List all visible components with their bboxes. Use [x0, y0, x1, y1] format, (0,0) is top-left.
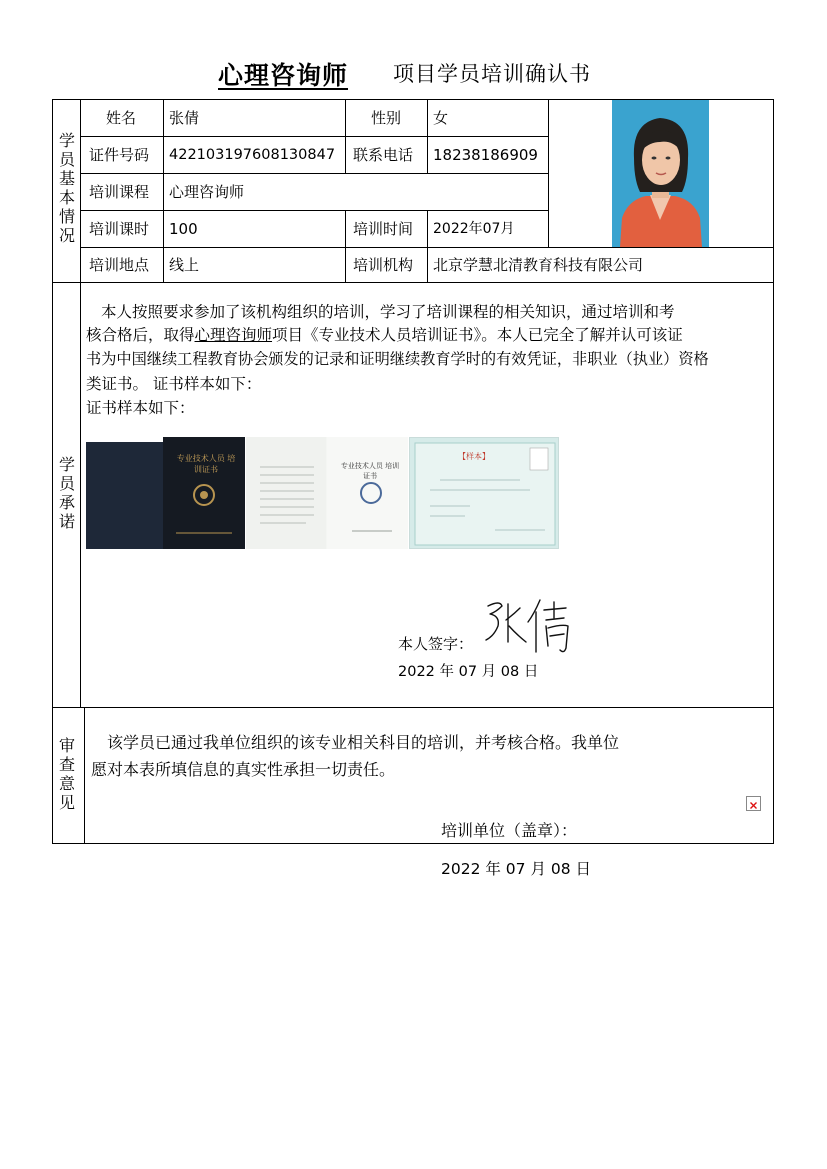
sign-label: 本人签字： — [398, 635, 474, 653]
review-line-2: 愿对本表所填信息的真实性承担一切责任。 — [91, 760, 396, 779]
phone-value: 18238186909 — [433, 146, 538, 164]
review-line-1: 该学员已通过我单位组织的该专业相关科目的培训，并考核合格。我单位 — [107, 733, 620, 752]
course-label: 培训课程 — [89, 183, 150, 201]
name-value: 张倩 — [169, 109, 200, 127]
section-label-basic: 学员基本情况 — [58, 131, 75, 245]
training-unit-stamp-label: 培训单位（盖章）： — [441, 821, 578, 840]
promise-date: 2022 年 07 月 08 日 — [398, 664, 539, 680]
place-label: 培训地点 — [89, 256, 150, 274]
promise-line-1: 本人按照要求参加了该机构组织的培训，学习了培训课程的相关知识，通过培训和考 — [101, 303, 675, 321]
document-title-sub: 项目学员培训确认书 — [393, 62, 591, 86]
phone-label: 联系电话 — [353, 146, 414, 164]
org-label: 培训机构 — [353, 256, 414, 274]
hours-value: 100 — [169, 220, 198, 238]
name-label: 姓名 — [106, 109, 137, 127]
promise-line-2: 核合格后，取得心理咨询师项目《专业技术人员培训证书》。本人已完全了解并认可该证 — [86, 326, 683, 344]
id-value: 422103197608130847 — [169, 147, 336, 163]
id-label: 证件号码 — [89, 146, 150, 164]
handwritten-signature — [482, 596, 582, 656]
student-photo — [612, 100, 709, 247]
section-label-promise: 学员承诺 — [58, 455, 75, 531]
time-label: 培训时间 — [353, 220, 414, 238]
place-value: 线上 — [169, 256, 200, 274]
document-title-course: 心理咨询师 — [218, 61, 349, 90]
course-value: 心理咨询师 — [169, 183, 245, 201]
time-value: 2022年07月 — [433, 221, 515, 237]
promise-line-3: 书为中国继续工程教育协会颁发的记录和证明继续教育学时的有效凭证，非职业（执业）资格 — [86, 350, 709, 368]
promise-course: 心理咨询师 — [194, 326, 273, 344]
gender-value: 女 — [433, 109, 449, 127]
promise-line-5: 证书样本如下： — [86, 399, 195, 417]
gender-label: 性别 — [371, 109, 402, 127]
certificate-sample-image: 【样本】 — [409, 437, 559, 549]
promise-line-4: 类证书。 证书样本如下： — [86, 375, 262, 393]
org-value: 北京学慧北清教育科技有限公司 — [433, 256, 644, 274]
review-date: 2022 年 07 月 08 日 — [441, 860, 592, 878]
certificate-cover-image: 专业技术人员 培训证书 — [86, 437, 246, 549]
broken-image-icon — [746, 796, 761, 811]
hours-label: 培训课时 — [89, 220, 150, 238]
certificate-inner-image: 专业技术人员 培训证书 — [246, 437, 408, 549]
section-label-review: 审查意见 — [58, 736, 75, 812]
